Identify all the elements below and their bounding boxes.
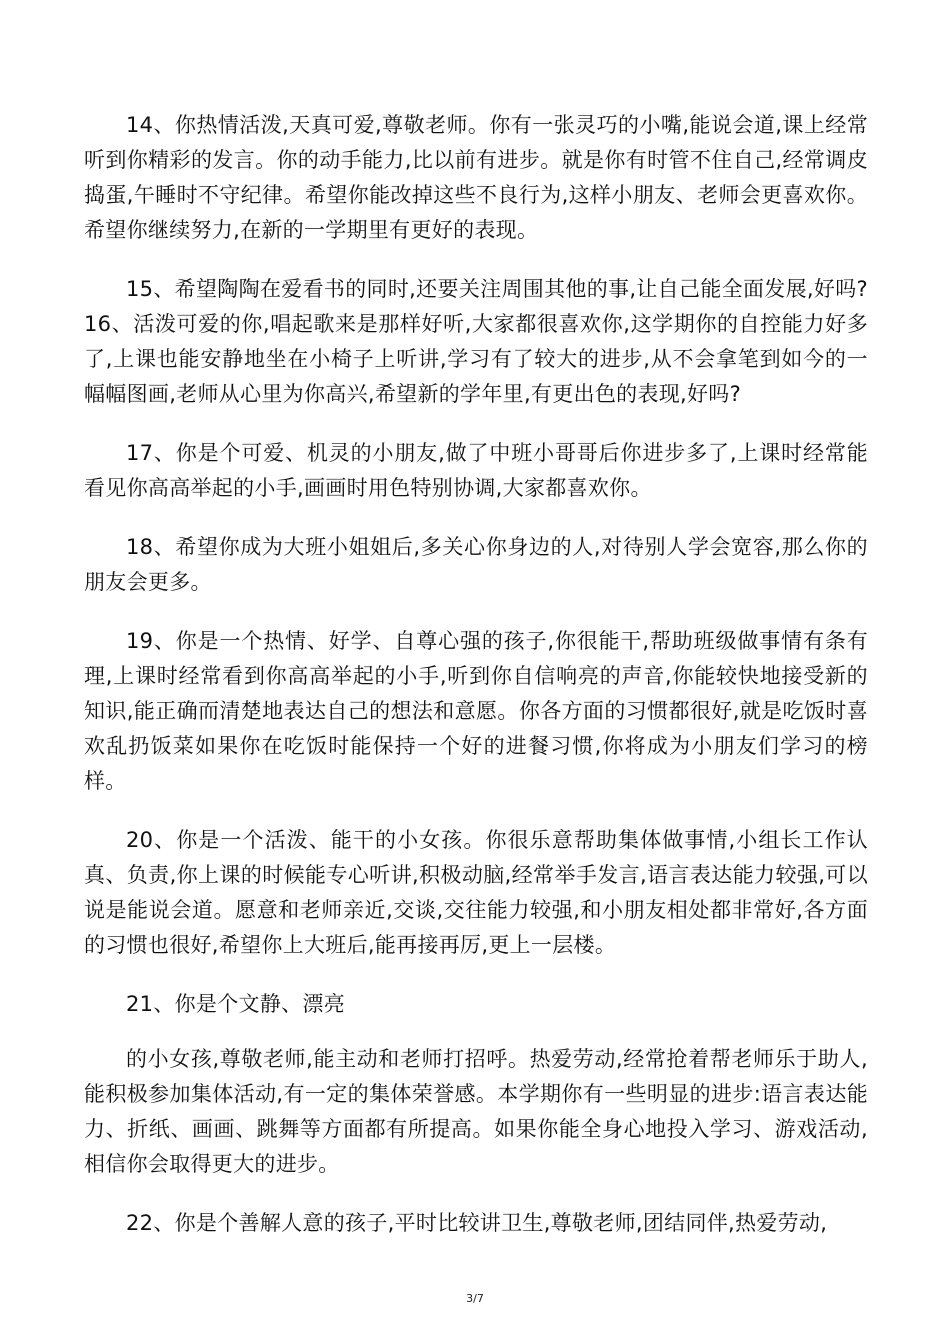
paragraph-20: 20、你是一个活泼、能干的小女孩。你很乐意帮助集体做事情,小组长工作认真、负责,你上课的时候能专心听讲,积极动脑,经常举手发言,语言表达能力较强,可以说是能说会道。愿意和老师亲近,交谈,交往能力较强,和小朋友相处都非常好,各方面的习惯也很好,希望你上大班后,能再接再厉,更上一层楼。 — [84, 828, 868, 957]
paragraph-21-body: 的小女孩,尊敬老师,能主动和老师打招呼。热爱劳动,经常抢着帮老师乐于助人,能积极参加集体活动,有一定的集体荣誉感。本学期你有一些明显的进步:语言表达能力、折纸、画画、跳舞等方面都有所提高。如果你能全身心地投入学习、游戏活动,相信你会取得更大的进步。 — [84, 1047, 868, 1176]
paragraph-22: 22、你是个善解人意的孩子,平时比较讲卫生,尊敬老师,团结同伴,热爱劳动, — [126, 1211, 828, 1235]
paragraph-21-heading: 21、你是个文静、漂亮 — [126, 992, 346, 1016]
paragraph-17: 17、你是个可爱、机灵的小朋友,做了中班小哥哥后你进步多了,上课时经常能看见你高高举起的小手,画画时用色特别协调,大家都喜欢你。 — [84, 441, 868, 500]
page-number: 3/7 — [466, 1292, 484, 1305]
paragraph-14: 14、你热情活泼,天真可爱,尊敬老师。你有一张灵巧的小嘴,能说会道,课上经常听到你精彩的发言。你的动手能力,比以前有进步。就是你有时管不住自己,经常调皮捣蛋,午睡时不守纪律。希望你能改掉这些不良行为,这样小朋友、老师会更喜欢你。希望你继续努力,在新的一学期里有更好的表现。 — [84, 113, 868, 242]
paragraph-18: 18、希望你成为大班小姐姐后,多关心你身边的人,对待别人学会宽容,那么你的朋友会更多。 — [84, 535, 868, 594]
paragraph-15-16: 15、希望陶陶在爱看书的同时,还要关注周围其他的事,让自己能全面发展,好吗?16、活泼可爱的你,唱起歌来是那样好听,大家都很喜欢你,这学期你的自控能力好多了,上课也能安静地坐在小椅子上听讲,学习有了较大的进步,从不会拿笔到如今的一幅幅图画,老师从心里为你高兴,希望新的学年里,有更出色的表现,好吗? — [84, 277, 868, 406]
document-page — [84, 108, 868, 1265]
paragraph-19: 19、你是一个热情、好学、自尊心强的孩子,你很能干,帮助班级做事情有条有理,上课时经常看到你高高举起的小手,听到你自信响亮的声音,你能较快地接受新的知识,能正确而清楚地表达自己的想法和意愿。你各方面的习惯都很好,就是吃饭时喜欢乱扔饭菜如果你在吃饭时能保持一个好的进餐习惯,你将成为小朋友们学习的榜样。 — [84, 629, 868, 793]
